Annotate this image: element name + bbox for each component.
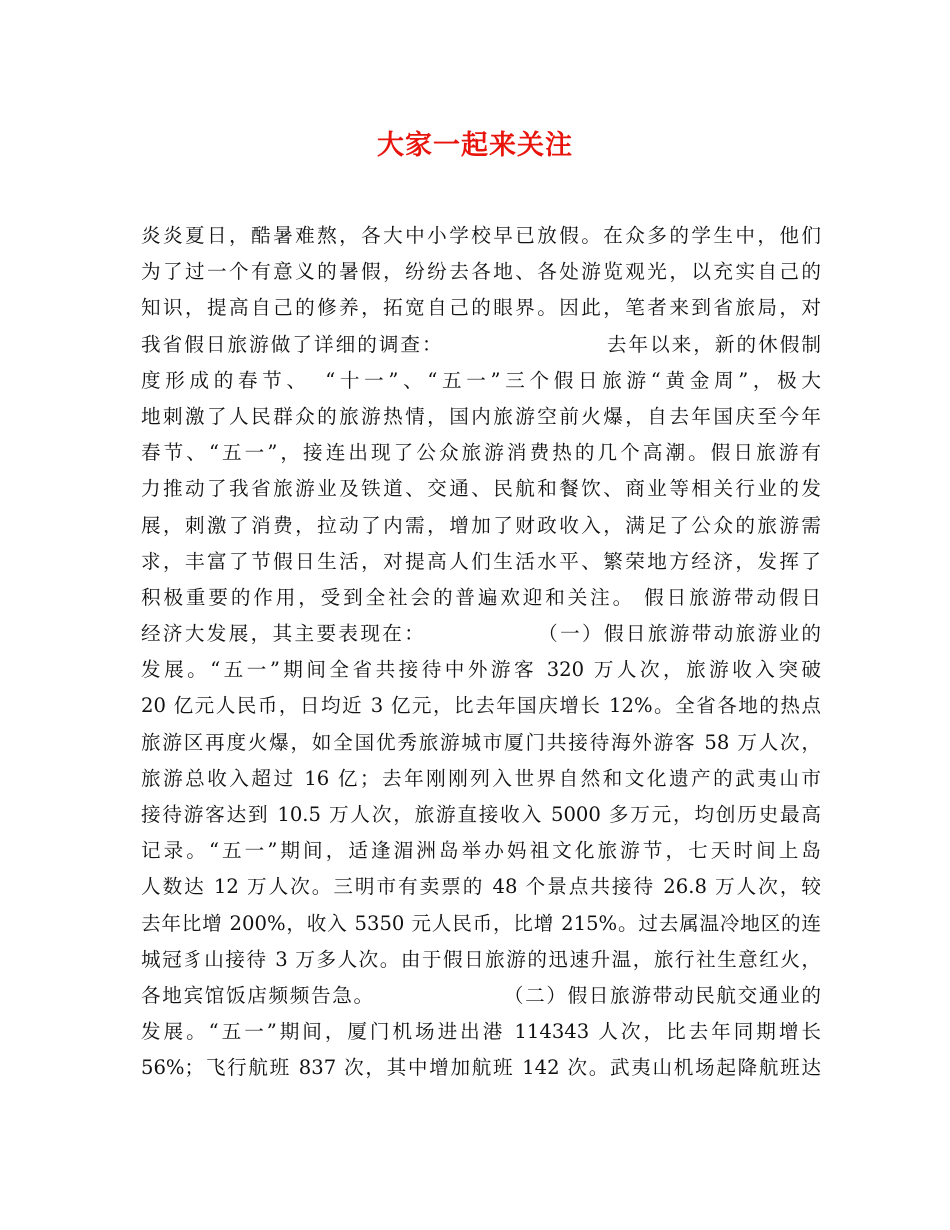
body-line: 地刺激了人民群众的旅游热情，国内旅游空前火爆，自去年国庆至今年 [141, 404, 821, 428]
body-line: 度形成的春节、 “十一”、“五一”三个假日旅游“黄金周”，极大 [141, 368, 821, 392]
body-line: 56%；飞行航班 837 次，其中增加航班 142 次。武夷山机场起降航班达 [141, 1056, 821, 1080]
body-line: 城冠豸山接待 3 万多人次。由于假日旅游的迅速升温，旅行社生意红火， [141, 947, 821, 971]
body-line: 我省假日旅游做了详细的调查： 去年以来，新的休假制 [141, 332, 821, 356]
body-line: 20 亿元人民币，日均近 3 亿元，比去年国庆增长 12%。全省各地的热点 [141, 694, 821, 718]
body-line: 展，刺激了消费，拉动了内需，增加了财政收入，满足了公众的旅游需 [141, 513, 821, 537]
body-line: 求，丰富了节假日生活，对提高人们生活水平、繁荣地方经济，发挥了 [141, 549, 821, 573]
body-line: 为了过一个有意义的暑假，纷纷去各地、各处游览观光，以充实自己的 [141, 260, 821, 284]
body-line: 力推动了我省旅游业及铁道、交通、民航和餐饮、商业等相关行业的发 [141, 477, 821, 501]
body-line: 旅游区再度火爆，如全国优秀旅游城市厦门共接待海外游客 58 万人次， [141, 730, 821, 754]
body-line: 春节、“五一”，接连出现了公众旅游消费热的几个高潮。假日旅游有 [141, 441, 821, 465]
body-line: 接待游客达到 10.5 万人次，旅游直接收入 5000 多万元，均创历史最高 [141, 803, 821, 826]
body-line: 记录。“五一”期间，适逢湄洲岛举办妈祖文化旅游节，七天时间上岛 [141, 839, 821, 863]
document-body [141, 218, 821, 1087]
body-line: 发展。“五一”期间，厦门机场进出港 114343 人次，比去年同期增长 [141, 1020, 821, 1044]
body-line: 发展。“五一”期间全省共接待中外游客 320 万人次，旅游收入突破 [141, 658, 821, 682]
body-line: 各地宾馆饭店频频告急。 （二）假日旅游带动民航交通业的 [141, 983, 821, 1007]
body-line: 人数达 12 万人次。三明市有卖票的 48 个景点共接待 26.8 万人次，较 [141, 875, 821, 899]
body-line: 去年比增 200%，收入 5350 元人民币，比增 215%。过去属温冷地区的连 [141, 911, 821, 935]
document-title: 大家一起来关注 [377, 130, 573, 161]
body-line: 经济大发展，其主要表现在： （一）假日旅游带动旅游业的 [141, 622, 821, 646]
body-line: 旅游总收入超过 16 亿；去年刚刚列入世界自然和文化遗产的武夷山市 [141, 766, 821, 790]
body-line: 炎炎夏日，酷暑难熬，各大中小学校早已放假。在众多的学生中，他们 [141, 224, 821, 247]
body-line: 积极重要的作用，受到全社会的普遍欢迎和关注。 假日旅游带动假日 [141, 585, 821, 609]
body-line: 知识，提高自己的修养，拓宽自己的眼界。因此，笔者来到省旅局，对 [141, 296, 821, 320]
